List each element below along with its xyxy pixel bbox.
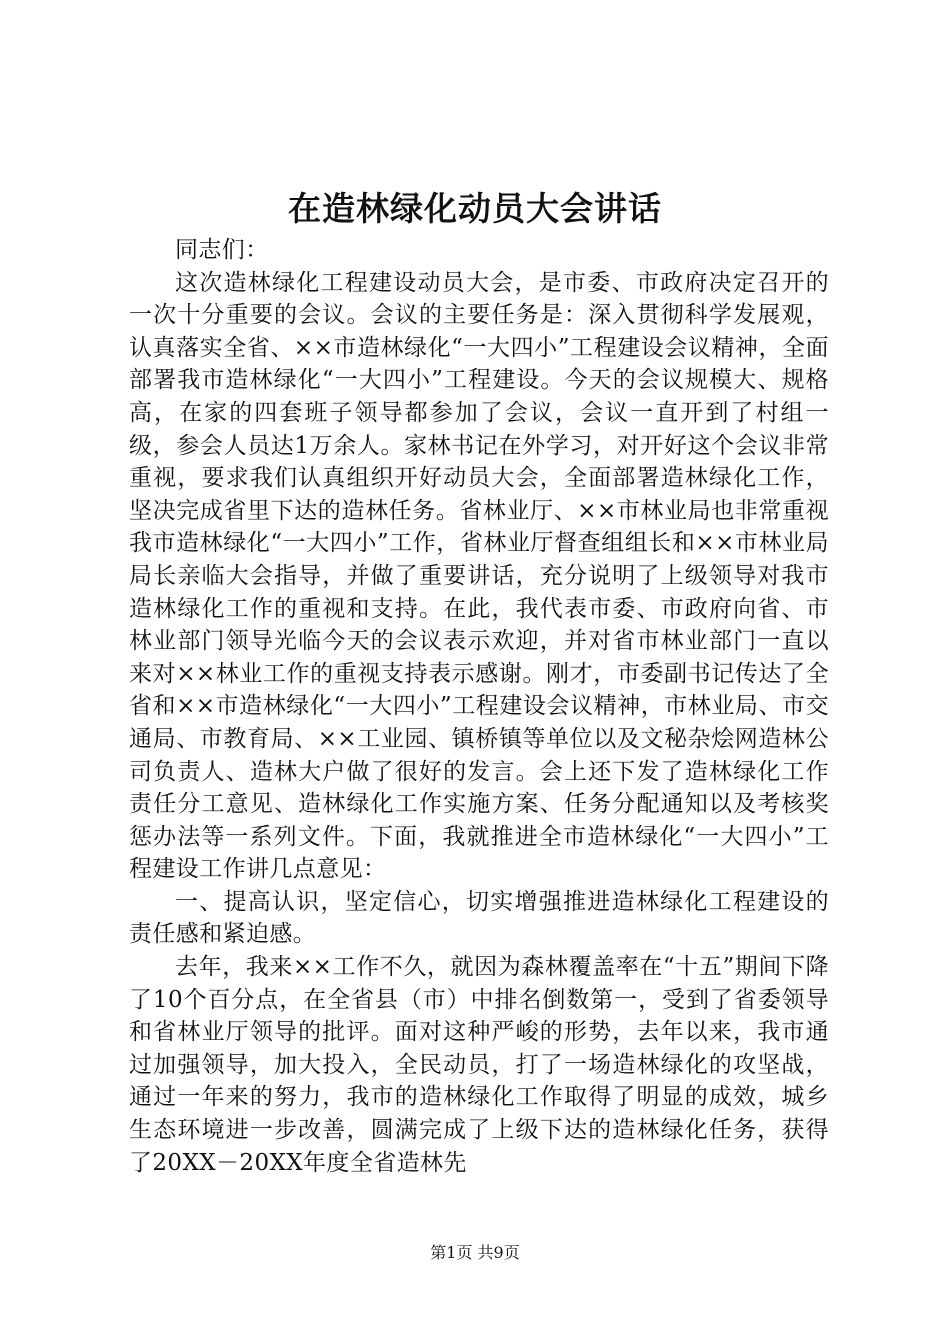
page-footer: 第1页 共9页 (430, 1243, 520, 1262)
paragraph-2: 一、提高认识，坚定信心，切实增强推进造林绿化工程建设的责任感和紧迫感。 (129, 888, 829, 948)
document-title: 在造林绿化动员大会讲话 (288, 189, 662, 228)
document-body (129, 234, 829, 1179)
paragraph-1: 这次造林绿化工程建设动员大会，是市委、市政府决定召开的一次十分重要的会议。会议的主要任务是：深入贯彻科学发展观，认真落实全省、××市造林绿化“一大四小”工程建设会议精神，全面部署我市造林绿化“一大四小”工程建设。今天的会议规模大、规格高，在家的四套班子领导都参加了会议，会议一直开到了村组一级，参会人员达1万余人。家林书记在外学习，对开好这个会议非常重视，要求我们认真组织开好动员大会，全面部署造林绿化工作，坚决完成省里下达的造林任务。省林业厅、××市林业局也非常重视我市造林绿化“一大四小”工作，省林业厅督查组组长和××市林业局局长亲临大会指导，并做了重要讲话，充分说明了上级领导对我市造林绿化工作的重视和支持。在此，我代表市委、市政府向省、市林业部门领导光临今天的会议表示欢迎，并对省市林业部门一直以来对××林业工作的重视支持表示感谢。刚才，市委副书记传达了全省和××市造林绿化“一大四小”工程建设会议精神，市林业局、市交通局、市教育局、××工业园、镇桥镇等单位以及文秘杂烩网造林公司负责人、造林大户做了很好的发言。会上还下发了造林绿化工作责任分工意见、造林绿化工作实施方案、任务分配通知以及考核奖惩办法等一系列文件。下面，我就推进全市造林绿化“一大四小”工程建设工作讲几点意见： (129, 269, 829, 883)
greeting: 同志们： (175, 237, 269, 263)
paragraph-3: 去年，我来××工作不久，就因为森林覆盖率在“十五”期间下降了10个百分点，在全省县（市）中排名倒数第一，受到了省委领导和省林业厅领导的批评。面对这种严峻的形势，去年以来，我市通过加强领导，加大投入，全民动员，打了一场造林绿化的攻坚战，通过一年来的努力，我市的造林绿化工作取得了明显的成效，城乡生态环境进一步改善，圆满完成了上级下达的造林绿化任务，获得了20XX－20XX年度全省造林先 (129, 954, 829, 1176)
